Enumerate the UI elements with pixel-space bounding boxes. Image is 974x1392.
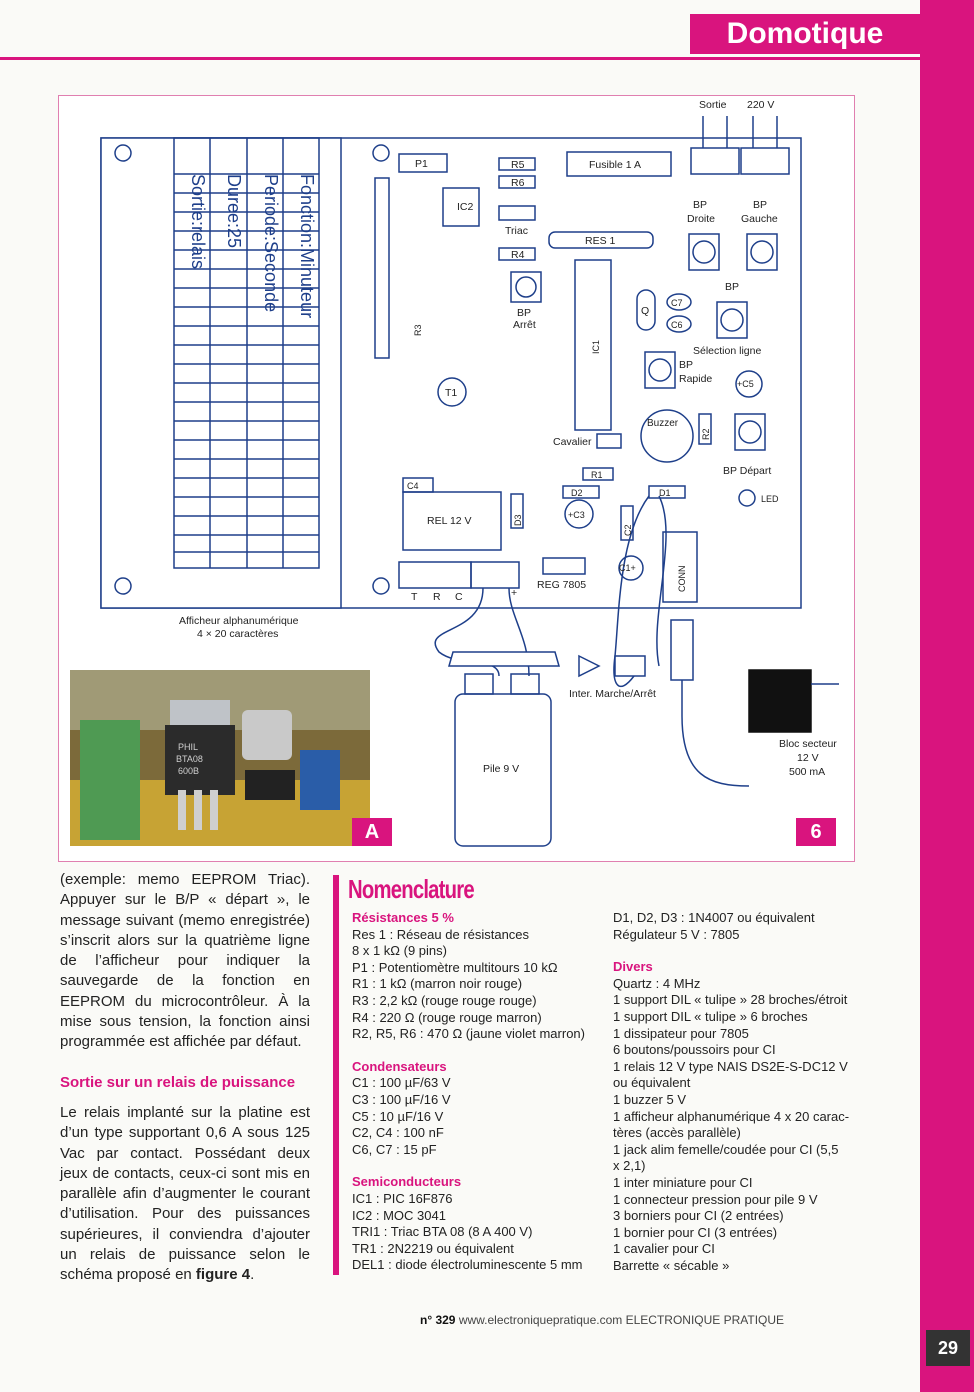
photo-chip-line2: BTA08 [176, 754, 203, 764]
list-item: 1 jack alim femelle/coudée pour CI (5,5 [613, 1141, 839, 1157]
list-item: 1 afficheur alphanumérique 4 x 20 carac- [613, 1108, 850, 1124]
lbl-d2: D2 [571, 488, 583, 498]
list-item: C6, C7 : 15 pF [352, 1141, 437, 1157]
lbl-d1: D1 [659, 488, 671, 498]
lbl-r4: R4 [511, 249, 525, 261]
lbl-bloc-2: 12 V [797, 752, 819, 764]
lbl-bp-droite-1: BP [693, 199, 708, 211]
lbl-rel: REL 12 V [427, 515, 472, 527]
list-item: 1 inter miniature pour CI [613, 1174, 753, 1190]
list-item: 1 cavalier pour CI [613, 1241, 715, 1257]
component-photo [70, 670, 370, 846]
lbl-pile: Pile 9 V [483, 763, 520, 775]
photo-chip-line1: PHIL [178, 742, 199, 752]
magazine-name: ELECTRONIQUE PRATIQUE [625, 1313, 785, 1327]
lbl-plus: + [511, 587, 518, 599]
divers-title: Divers [613, 959, 653, 975]
lbl-c7: C7 [671, 298, 683, 308]
nomenclature-title: Nomenclature [348, 874, 474, 904]
lbl-r3: R3 [413, 324, 423, 336]
lbl-c3: +C3 [568, 510, 585, 520]
section-header: Domotique [690, 14, 920, 54]
figure-badge-a: A [352, 818, 392, 846]
page-footer [420, 1313, 784, 1327]
page-number: 29 [926, 1330, 970, 1366]
lbl-p1: P1 [415, 158, 428, 170]
list-item: 1 dissipateur pour 7805 [613, 1025, 749, 1041]
lbl-bp-rapide-2: Rapide [679, 373, 713, 385]
list-item: Quartz : 4 MHz [613, 975, 701, 991]
list-item: IC2 : MOC 3041 [352, 1207, 446, 1223]
lbl-r5: R5 [511, 159, 525, 171]
condensateurs-title: Condensateurs [352, 1058, 447, 1074]
lcd-row-3: Duree:25 [224, 174, 244, 249]
list-item: 1 relais 12 V type NAIS DS2E-S-DC12 V [613, 1058, 848, 1074]
header-rule [0, 57, 920, 60]
lbl-r2: R2 [701, 428, 711, 440]
lbl-c6: C6 [671, 320, 683, 330]
lbl-r6: R6 [511, 177, 525, 189]
lbl-c1: C1+ [619, 563, 636, 573]
list-item: 1 buzzer 5 V [613, 1091, 686, 1107]
lbl-bp-gauche-1: BP [753, 199, 768, 211]
lbl-q: Q [641, 305, 650, 317]
lbl-bp-sel: BP [725, 281, 740, 293]
section-heading: Sortie sur un relais de puissance [60, 1073, 296, 1091]
lbl-c5: +C5 [737, 379, 754, 389]
list-item: C5 : 10 µF/16 V [352, 1108, 444, 1124]
lbl-afficheur-2: 4 × 20 caractères [197, 628, 279, 640]
figure-reference: figure 4 [195, 1266, 251, 1284]
list-item: R4 : 220 Ω (rouge rouge marron) [352, 1009, 542, 1025]
lbl-220v: 220 V [747, 99, 775, 111]
lcd-row-2: Periode:Seconde [261, 174, 281, 313]
list-item: 1 bornier pour CI (3 entrées) [613, 1224, 778, 1240]
figure-badge-number: 6 [796, 818, 836, 846]
lbl-c2: C2 [623, 524, 633, 536]
lbl-buzzer: Buzzer [647, 418, 679, 429]
list-item: TRI1 : Triac BTA 08 (8 A 400 V) [352, 1224, 533, 1240]
list-item: Barrette « sécable » [613, 1257, 730, 1273]
list-item: ou équivalent [613, 1075, 691, 1091]
list-item: D1, D2, D3 : 1N4007 ou équivalent [613, 910, 815, 925]
list-item: Régulateur 5 V : 7805 [613, 926, 740, 942]
list-item: C3 : 100 µF/16 V [352, 1091, 451, 1107]
list-item: 1 connecteur pression pour pile 9 V [613, 1191, 818, 1207]
lbl-triac: Triac [505, 225, 528, 237]
lcd-row-1: Fonction:Minuteur [297, 174, 317, 319]
lbl-led: LED [761, 494, 779, 504]
body-paragraph-1: (exemple: memo EEPROM Triac). Appuyer sur le B/P « départ », le message suivant (memo enregistrée) s’inscrit alors sur la quatrième ligne de l’afficheur pour indiquer la sauvegarde de la fonction en EEPROM du microcontrôleur. À la mise sous tension, la fonction ainsi programmée est affichée par défaut. [60, 871, 310, 1051]
lbl-ic1: IC1 [591, 339, 601, 354]
semiconducteurs-title: Semiconducteurs [352, 1174, 462, 1190]
nomenclature-col-1 [352, 910, 612, 1274]
lbl-c: C [455, 591, 463, 603]
lbl-afficheur-1: Afficheur alphanumérique [179, 615, 299, 627]
list-item: R2, R5, R6 : 470 Ω (jaune violet marron) [352, 1026, 585, 1042]
lbl-c4: C4 [407, 481, 419, 491]
lbl-bp-arret-2: Arrêt [513, 319, 536, 331]
lbl-t: T [411, 591, 418, 603]
list-item: Res 1 : Réseau de résistances [352, 926, 530, 942]
list-item: R1 : 1 kΩ (marron noir rouge) [352, 976, 523, 992]
lbl-fusible: Fusible 1 A [589, 159, 641, 171]
lbl-inter: Inter. Marche/Arrêt [569, 688, 656, 700]
lbl-ic2: IC2 [457, 201, 474, 213]
list-item: TR1 : 2N2219 ou équivalent [352, 1240, 514, 1256]
lbl-bp-gauche-2: Gauche [741, 213, 778, 225]
lbl-depart: BP Départ [723, 465, 772, 477]
list-item: 6 boutons/poussoirs pour CI [613, 1042, 776, 1058]
body-column [60, 870, 310, 1286]
website: www.electroniquepratique.com [458, 1313, 623, 1327]
resistances-title: Résistances 5 % [352, 910, 454, 925]
list-item: 8 x 1 kΩ (9 pins) [352, 943, 447, 959]
issue-number: n° 329 [420, 1313, 456, 1327]
lbl-reg: REG 7805 [537, 579, 587, 591]
lbl-selection: Sélection ligne [693, 345, 762, 357]
lbl-bp-droite-2: Droite [687, 213, 716, 225]
nomenclature-col-2 [613, 910, 858, 1274]
list-item: C1 : 100 µF/63 V [352, 1075, 451, 1091]
lbl-t1: T1 [445, 387, 458, 399]
list-item: P1 : Potentiomètre multitours 10 kΩ [352, 959, 558, 975]
lbl-conn: CONN [677, 565, 687, 592]
lbl-r: R [433, 591, 441, 603]
lbl-res1: RES 1 [585, 235, 616, 247]
lbl-bp-arret-1: BP [517, 307, 532, 319]
photo-chip-line3: 600B [178, 766, 200, 776]
list-item: IC1 : PIC 16F876 [352, 1190, 453, 1206]
lbl-sortie: Sortie [699, 99, 727, 111]
list-item: DEL1 : diode électroluminescente 5 mm [352, 1257, 583, 1273]
list-item: 1 support DIL « tulipe » 28 broches/étroit [613, 992, 848, 1008]
lbl-d3: D3 [513, 514, 523, 526]
list-item: x 2,1) [613, 1158, 646, 1174]
lbl-bloc-3: 500 mA [789, 766, 826, 778]
nomenclature-bar [333, 875, 339, 1275]
lcd-row-4: Sortie:relais [188, 174, 208, 270]
list-item: C2, C4 : 100 nF [352, 1125, 444, 1141]
list-item: tères (accès parallèle) [613, 1125, 741, 1141]
lbl-bp-rapide-1: BP [679, 359, 694, 371]
body-paragraph-2: Le relais implanté sur la platine est d’un type supportant 0,6 A sous 125 Vac par contact. Possédant deux jeux de contacts, ceux-ci sont mis en parallèle afin d’augmenter le courant d’utilisation. Pour des puissances supérieures, il conviendra d’ajouter un relais de puissance selon le schéma proposé en figure 4. [60, 1103, 310, 1284]
lbl-cavalier: Cavalier [553, 436, 592, 448]
magenta-side-band [920, 0, 974, 1392]
lbl-bloc-1: Bloc secteur [779, 738, 837, 750]
list-item: 3 borniers pour CI (2 entrées) [613, 1208, 784, 1224]
list-item: 1 support DIL « tulipe » 6 broches [613, 1008, 808, 1024]
lbl-r1: R1 [591, 470, 603, 480]
list-item: R3 : 2,2 kΩ (rouge rouge rouge) [352, 992, 537, 1008]
